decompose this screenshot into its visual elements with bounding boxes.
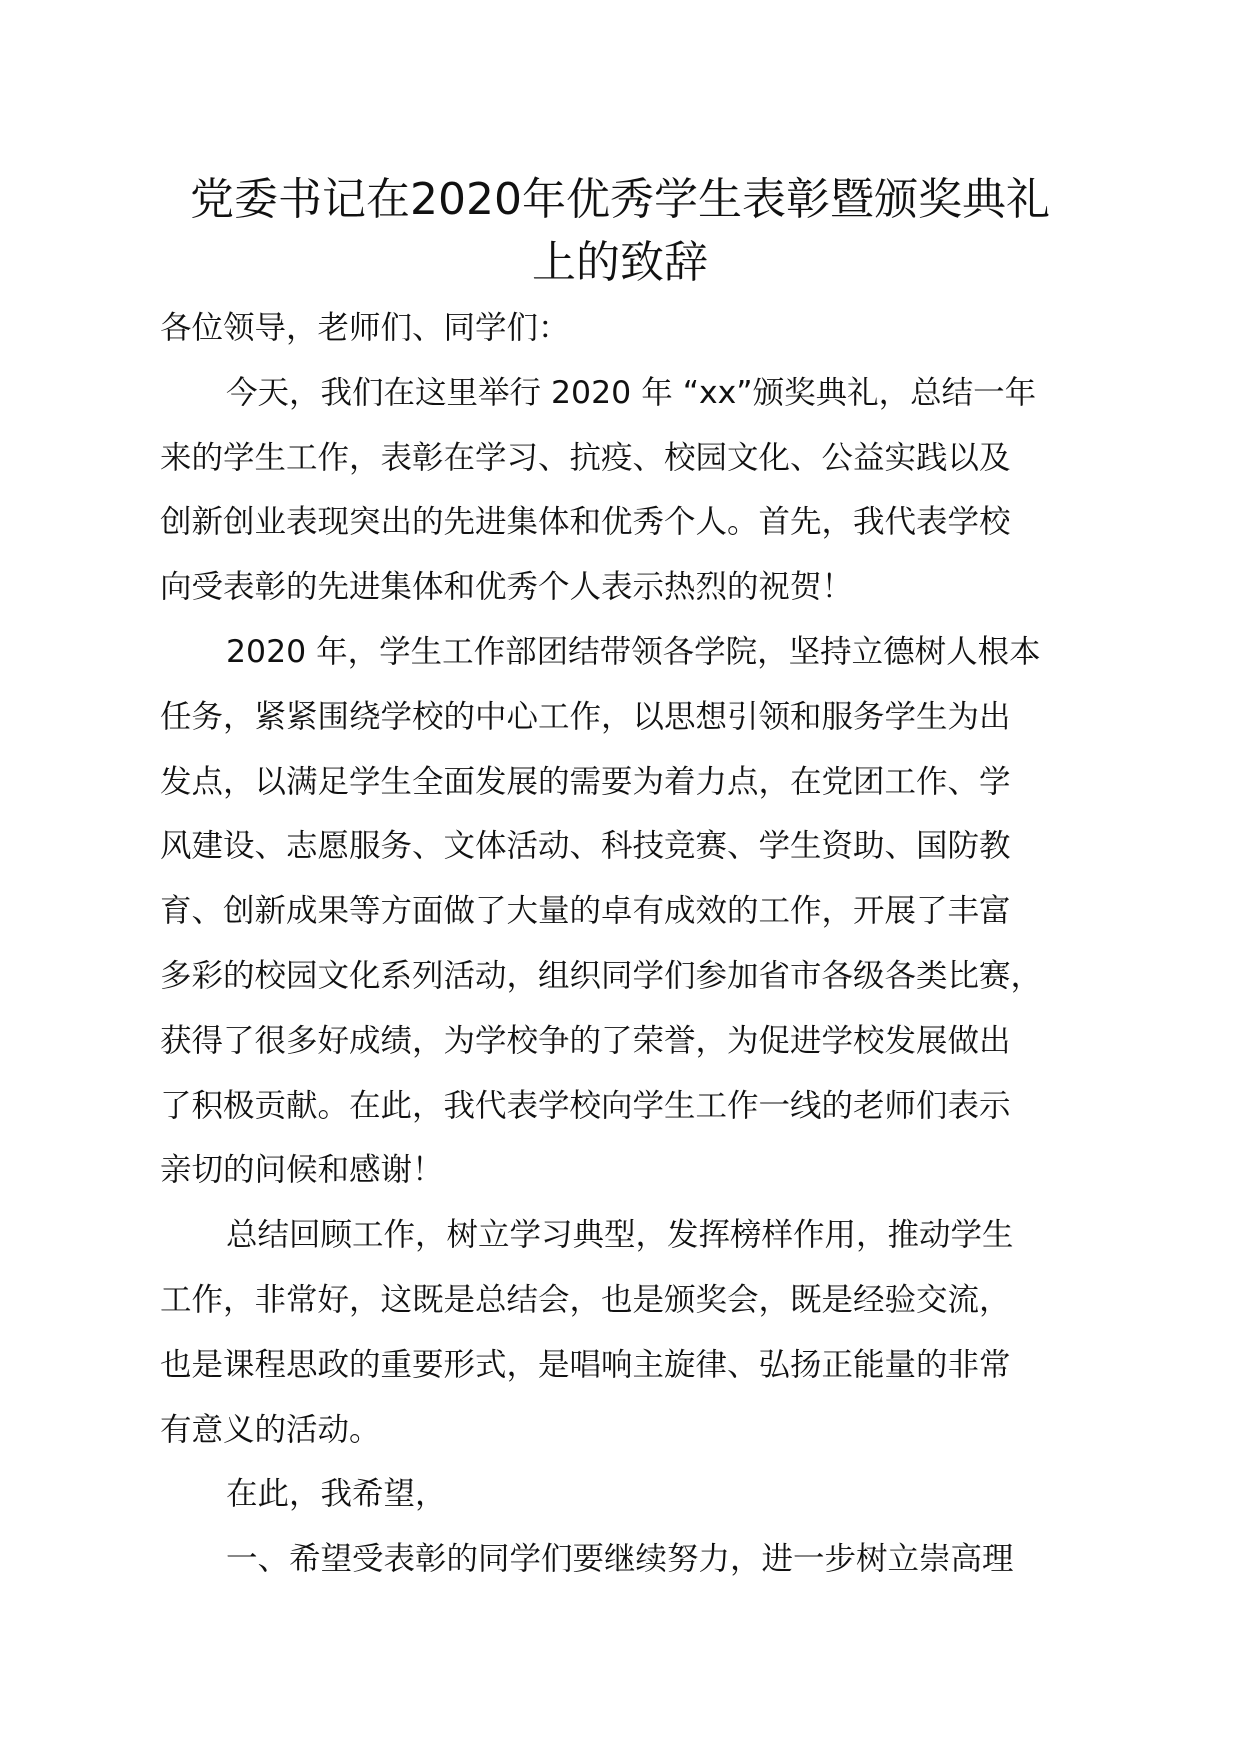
paragraph-line: 创新创业表现突出的先进集体和优秀个人。首先，我代表学校: [160, 504, 1011, 541]
paragraph-line: 今天，我们在这里举行 2020 年 “xx”颁奖典礼，总结一年: [226, 374, 1037, 411]
paragraph-line: 任务，紧紧围绕学校的中心工作，以思想引领和服务学生为出: [160, 698, 1011, 735]
paragraph-line: 了积极贡献。在此，我代表学校向学生工作一线的老师们表示: [160, 1087, 1011, 1124]
paragraph-line: 2020 年，学生工作部团结带领各学院，坚持立德树人根本: [226, 633, 1041, 670]
paragraph-line: 来的学生工作，表彰在学习、抗疫、校园文化、公益实践以及: [160, 439, 1011, 476]
paragraph-line: 亲切的问候和感谢！: [160, 1152, 444, 1189]
paragraph-line: 育、创新成果等方面做了大量的卓有成效的工作，开展了丰富: [160, 893, 1011, 930]
paragraph-line: 多彩的校园文化系列活动，组织同学们参加省市各级各类比赛，: [160, 957, 1043, 994]
paragraph-line: 获得了很多好成绩，为学校争的了荣誉，为促进学校发展做出: [160, 1022, 1011, 1059]
document-body: [160, 296, 1080, 1592]
title-line-1: 党委书记在2020年优秀学生表彰暨颁奖典礼: [190, 174, 1050, 225]
paragraph-line: 工作，非常好，这既是总结会，也是颁奖会，既是经验交流，: [160, 1281, 1011, 1318]
salutation: [160, 296, 1080, 361]
paragraph-line: 发点，以满足学生全面发展的需要为着力点，在党团工作、学: [160, 763, 1011, 800]
title-line-2: 上的致辞: [532, 237, 708, 288]
salutation-line: 各位领导，老师们、同学们：: [160, 310, 570, 346]
paragraph-line: 有意义的活动。: [160, 1411, 381, 1448]
paragraph-line: 在此，我希望，: [226, 1476, 447, 1513]
paragraph-line: 总结回顾工作，树立学习典型，发挥榜样作用，推动学生: [226, 1217, 1014, 1254]
paragraph-3: [160, 1203, 1080, 1462]
paragraph-4: [160, 1462, 1080, 1527]
paragraph-line: 向受表彰的先进集体和优秀个人表示热烈的祝贺！: [160, 569, 854, 606]
paragraph-1: [160, 361, 1080, 620]
paragraph-2: [160, 620, 1080, 1203]
paragraph-line: 一、希望受表彰的同学们要继续努力，进一步树立崇高理: [226, 1541, 1014, 1578]
paragraph-5: [160, 1527, 1080, 1592]
document-title: [140, 168, 1100, 294]
paragraph-line: 风建设、志愿服务、文体活动、科技竞赛、学生资助、国防教: [160, 828, 1011, 865]
paragraph-line: 也是课程思政的重要形式，是唱响主旋律、弘扬正能量的非常: [160, 1346, 1011, 1383]
